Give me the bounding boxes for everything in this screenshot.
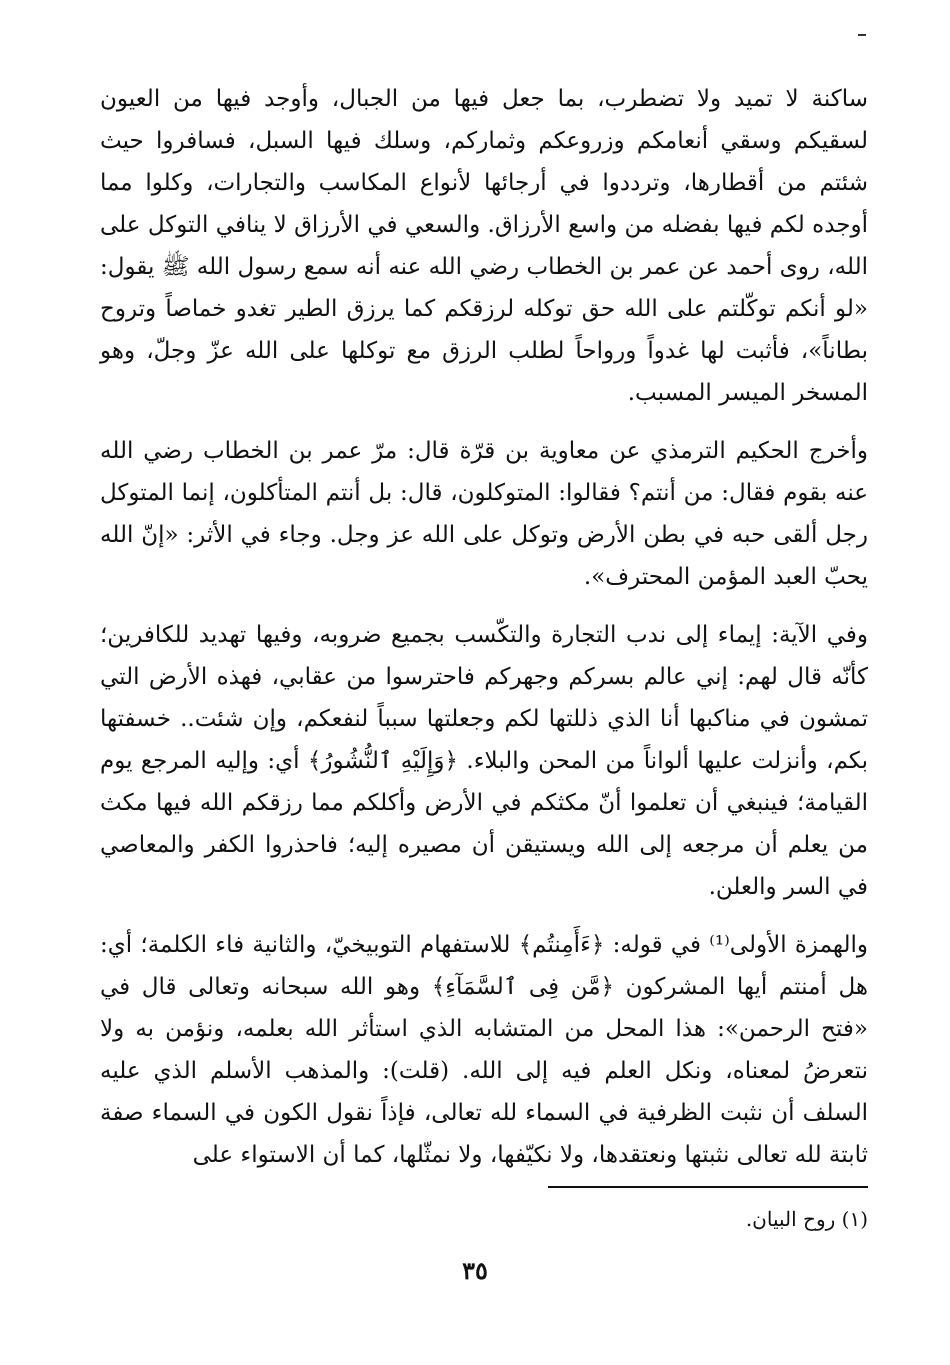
main-text [100,78,868,1192]
paragraph-3: وفي الآية: إيماء إلى ندب التجارة والتكّسب بجميع ضروبه، وفيها تهديد للكافرين؛ كأنّه قال لهم: إني عالم بسركم وجهركم فاحترسوا من عقابي، فهذه الأرض التي تمشون في مناكبها أنا الذي ذللتها لكم وجعلتها سبباً لنفعكم، وإن شئت.. خسفتها بكم، وأنزلت عليها ألواناً من المحن والبلاء. ﴿وَإِلَيْهِ ٱلنُّشُورُ﴾ أي: وإليه المرجع يوم القيامة؛ فينبغي أن تعلموا أنّ مكثكم في الأرض وأكلكم مما رزقكم الله فيها مكث من يعلم أن مرجعه إلى الله ويستيقن أن مصيره إليه؛ فاحذروا الكفر والمعاصي في السر والعلن. [100,622,868,900]
footnote-separator [548,1186,868,1188]
footnote: (١) روح البيان. [745,1207,868,1231]
page-number: ٣٥ [462,1256,488,1285]
paragraph-4: والهمزة الأولى⁽¹⁾ في قوله: ﴿ءَأَمِنتُم﴾ للاستفهام التوبيخيّ، والثانية فاء الكلمة؛ أي: هل أمنتم أيها المشركون ﴿مَّن فِى ٱلسَّمَآءِ﴾ وهو الله سبحانه وتعالى قال في «فتح الرحمن»: هذا المحل من المتشابه الذي استأثر الله بعلمه، ونؤمن به ولا نتعرضُ لمعناه، ونكل العلم فيه إلى الله. (قلت): والمذهب الأسلم الذي عليه السلف أن نثبت الظرفية في السماء لله تعالى، فإذاً نقول الكون في السماء صفة ثابتة لله تعالى نثبتها ونعتقدها، ولا نكيّفها، ولا نمثّلها، كما أن الاستواء على [100,932,868,1168]
paragraph-1: ساكنة لا تميد ولا تضطرب، بما جعل فيها من الجبال، وأوجد فيها من العيون لسقيكم وسقي أنعامكم وزروعكم وثماركم، وسلك فيها السبل، فسافروا حيث شئتم من أقطارها، وترددوا في أرجائها لأنواع المكاسب والتجارات، وكلوا مما أوجده لكم فيها بفضله من واسع الأرزاق. والسعي في الأرزاق لا ينافي التوكل على الله، روى أحمد عن عمر بن الخطاب رضي الله عنه أنه سمع رسول الله ﷺ يقول: «لو أنكم توكّلتم على الله حق توكله لرزقكم كما يرزق الطير تغدو خماصاً وتروح بطاناً»، فأثبت لها غدواً ورواحاً لطلب الرزق مع توكلها على الله عزّ وجلّ، وهو المسخر الميسر المسبب. [100,86,868,406]
scan-mark [858,34,866,36]
paragraph-2: وأخرج الحكيم الترمذي عن معاوية بن قرّة قال: مرّ عمر بن الخطاب رضي الله عنه بقوم فقال: من أنتم؟ فقالوا: المتوكلون، قال: بل أنتم المتأكلون، إنما المتوكل رجل ألقى حبه في بطن الأرض وتوكل على الله عز وجل. وجاء في الأثر: «إنّ الله يحبّ العبد المؤمن المحترف». [100,438,868,590]
